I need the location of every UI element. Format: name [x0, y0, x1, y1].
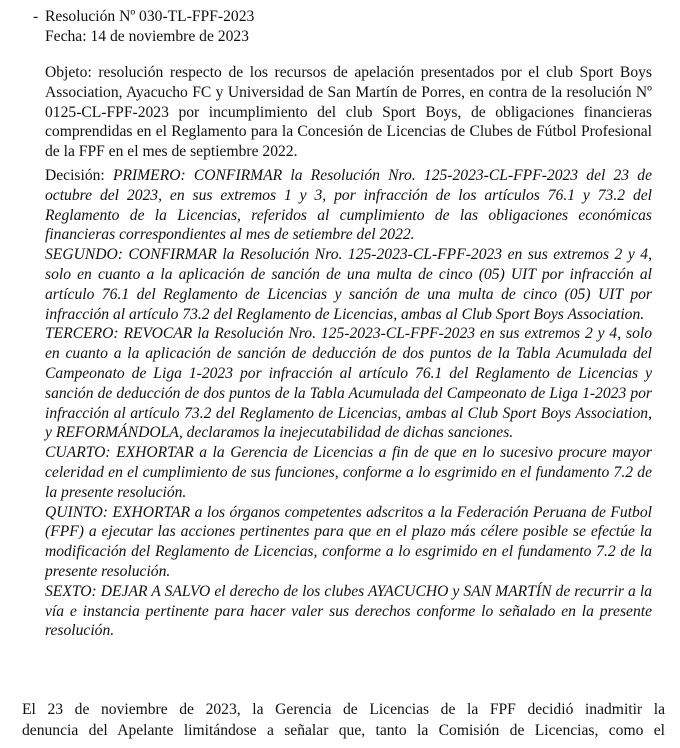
body-line-1: El 23 de noviembre de 2023, la Gerencia de Licencias de la FPF decidió inadmitir la — [22, 701, 665, 718]
decision-segundo: SEGUNDO: CONFIRMAR la Resolución Nro. 125-2023-CL-FPF-2023 en sus extremos 2 y 4, solo en cuanto a la aplicación de sanción de una multa de cinco (05) UIT por infracción al artículo 76.1 del Reglamento de Licencias y sanción de una multa de cinco (05) UIT por infracción al artículo 73.2 del Reglamento de Licencias, ambas al Club Sport Boys Association. — [45, 246, 652, 323]
decision-sexto: SEXTO: DEJAR A SALVO el derecho de los clubes AYACUCHO y SAN MARTÍN de recurrir a la vía e instancia pertinente para hacer valer sus derechos conforme lo señalado en la presente resolución. — [45, 582, 652, 640]
decision-label: Decisión: — [45, 167, 105, 184]
body-line-2: denuncia del Apelante limitándose a señalar que, tanto la Comisión de Licencias, como el — [22, 722, 665, 739]
resolution-date: Fecha: 14 de noviembre de 2023 — [45, 27, 249, 45]
body-paragraph — [22, 699, 665, 741]
decision-primero-text: PRIMERO: CONFIRMAR la Resolución Nro. 125-2023-CL-FPF-2023 del 23 de octubre del 2023, en sus extremos 1 y 3, por infracción de los artículos 76.1 y 73.2 del Reglamento de la Licencias, referidos al cumplimiento de las obligaciones económicas financieras correspondientes al mes de setiembre del 2022. — [45, 167, 652, 244]
resolution-header — [33, 7, 663, 47]
objeto-paragraph: Objeto: resolución respecto de los recursos de apelación presentados por el club Sport Boys Association, Ayacucho FC y Universidad de San Martín de Porres, en contra de la resolución Nº 0125-CL-FPF-2023 por incumplimiento del club Sport Boys, de obligaciones financieras comprendidas en el Reglamento para la Concesión de Licencias de Clubes de Fútbol Profesional de la FPF en el mes de septiembre 2022. — [45, 64, 652, 161]
decision-section — [45, 166, 652, 641]
resolution-number-line — [33, 7, 663, 27]
decision-primero — [45, 166, 652, 245]
resolution-number: Resolución Nº 030-TL-FPF-2023 — [45, 8, 255, 25]
decision-quinto: QUINTO: EXHORTAR a los órganos competentes adscritos a la Federación Peruana de Futbol (FPF) a ejecutar las acciones pertinentes para que en el plazo más célere posible se efectúe la modificación del Reglamento de Licencias, conforme a lo esgrimido en el fundamento 7.2 de la presente resolución. — [45, 503, 652, 580]
decision-tercero: TERCERO: REVOCAR la Resolución Nro. 125-2023-CL-FPF-2023 en sus extremos 2 y 4, solo en cuanto a la aplicación de sanción de deducción de dos puntos de la Tabla Acumulada del Campeonato de Liga 1-2023 por infracción al artículo 76.1 del Reglamento de Licencias y sanción de deducción de dos puntos de la Tabla Acumulada del Campeonato de Liga 1-2023 por infracción al artículo 73.2 del Reglamento de Licencias, ambas al Club Sport Boys Association, y REFORMÁNDOLA, declaramos la inejecutabilidad de dichas sanciones. — [45, 325, 652, 442]
decision-cuarto: CUARTO: EXHORTAR a la Gerencia de Licencias a fin de que en lo sucesivo procure mayor celeridad en el cumplimiento de sus funciones, conforme a lo esgrimido en el fundamento 7.2 de la presente resolución. — [45, 444, 652, 501]
list-dash: - — [33, 8, 39, 25]
